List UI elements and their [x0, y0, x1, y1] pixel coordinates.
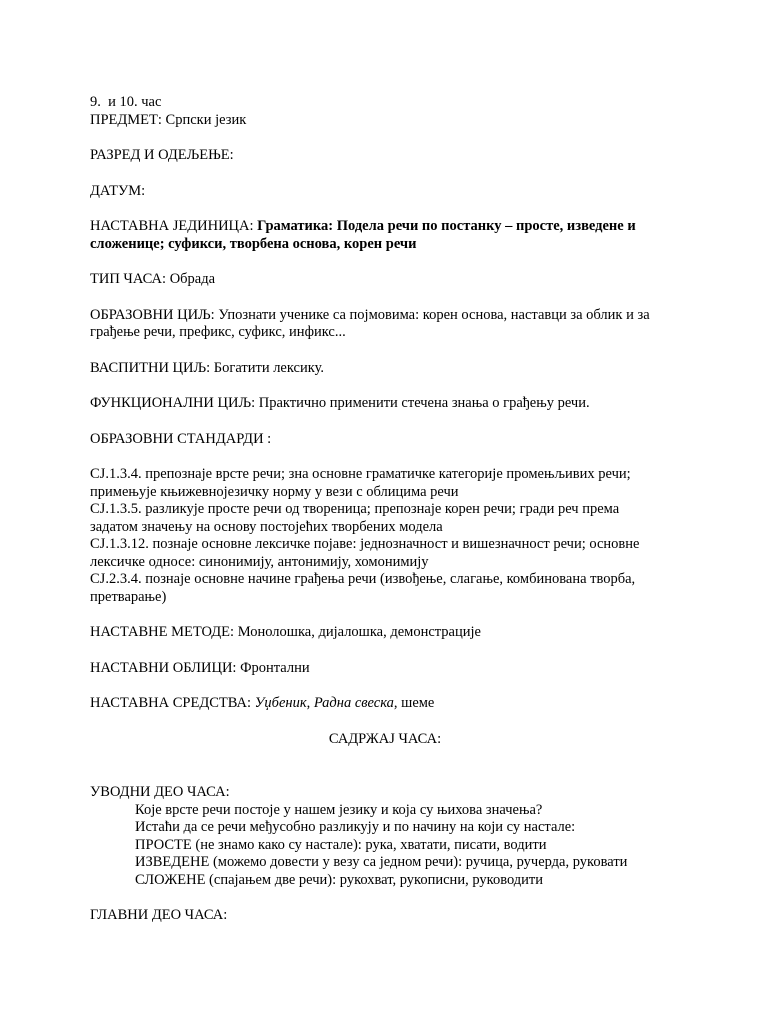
resources-separator: ,: [306, 695, 311, 711]
functional-goal-line: [90, 395, 680, 413]
lesson-type-line: [90, 271, 680, 289]
forms-line: [90, 660, 680, 678]
class-label: РАЗРЕД И ОДЕЉЕЊЕ:: [90, 147, 234, 163]
upbringing-goal-value: Богатити лексику.: [213, 359, 325, 376]
lesson-type-label: ТИП ЧАСА:: [90, 271, 167, 287]
unit-label: НАСТАВНА ЈЕДИНИЦА:: [90, 218, 254, 234]
intro-line: Истаћи да се речи међусобно разликују и по начину на који су настале:: [135, 819, 576, 835]
standard-line: претварање): [90, 588, 167, 605]
unit-line-2: [90, 236, 680, 254]
intro-line: ИЗВЕДЕНЕ (можемо довести у везу са једном речи): ручица, ручерда, руковати: [135, 854, 628, 870]
content-title: САДРЖАЈ ЧАСА:: [328, 730, 442, 747]
standard-line: СЈ.1.3.4. препознаје врсте речи; зна основне граматичке категорије промењљивих речи;: [90, 466, 631, 482]
unit-title-1: Граматика: Подела речи по постанку – просте, изведене и: [257, 218, 636, 234]
main-part-label: ГЛАВНИ ДЕО ЧАСА:: [90, 907, 228, 923]
forms-label: НАСТАВНИ ОБЛИЦИ:: [90, 659, 237, 676]
resources-label: НАСТАВНА СРЕДСТВА:: [90, 695, 252, 711]
educational-goal-label: ОБРАЗОВНИ ЦИЉ:: [90, 306, 215, 323]
lesson-type-value: Обрада: [169, 271, 216, 287]
standard-line: лексичке односе: синонимију, антонимију, хомонимију: [90, 553, 429, 570]
forms-value: Фронтални: [240, 659, 310, 676]
educational-goal-text-1: Упознати ученике са појмовима: корен основа, наставци за облик и за: [218, 306, 650, 323]
subject-value: Српски језик: [165, 111, 247, 128]
subject-line: [90, 112, 680, 130]
resources-textbook: Уџбеник: [254, 695, 307, 711]
educational-goal-line-2: грађење речи, префикс, суфикс, инфикс...: [90, 324, 346, 340]
standard-line: СЈ.1.3.5. разликује просте речи од твореница; препознаје корен речи; гради реч према: [90, 501, 620, 517]
resources-line: [90, 695, 680, 713]
intro-line: ПРОСТЕ (не знамо како су настале): рука, хватати, писати, водити: [135, 836, 547, 853]
educational-goal-line-1: [90, 307, 680, 325]
document-body: [90, 94, 680, 925]
upbringing-goal-line: [90, 360, 680, 378]
standard-line: СЈ.1.3.12. познаје основне лексичке појаве: једнозначност и вишезначност речи; основне: [90, 536, 640, 552]
methods-label: НАСТАВНЕ МЕТОДЕ:: [90, 624, 235, 640]
functional-goal-value: Практично применити стечена знања о грађењу речи.: [258, 395, 590, 411]
hours-line: 9. и 10. час: [90, 94, 162, 110]
unit-line-1: [90, 218, 680, 236]
resources-rest: , шеме: [393, 695, 435, 711]
standard-line: СЈ.2.3.4. познаје основне начине грађења речи (извођење, слагање, комбинована творба,: [90, 571, 636, 587]
standard-line: задатом значењу на основу постојећих творбених модела: [90, 518, 443, 535]
methods-value: Монолошка, дијалошка, демонстрације: [237, 624, 481, 640]
standards-label: ОБРАЗОВНИ СТАНДАРДИ :: [90, 430, 272, 447]
subject-label: ПРЕДМЕТ:: [90, 111, 162, 128]
methods-line: [90, 624, 680, 642]
intro-line: СЛОЖЕНЕ (спајањем две речи): рукохват, рукописни, руководити: [135, 871, 544, 888]
date-label: ДАТУМ:: [90, 182, 146, 199]
standard-line: примењује књижевнојезичку норму у вези с облицима речи: [90, 483, 459, 500]
upbringing-goal-label: ВАСПИТНИ ЦИЉ:: [90, 359, 211, 376]
resources-workbook: Радна свеска: [313, 695, 394, 711]
unit-title-2: сложенице; суфикси, творбена основа, корен речи: [90, 235, 417, 252]
functional-goal-label: ФУНКЦИОНАЛНИ ЦИЉ:: [90, 395, 256, 411]
intro-line: Које врсте речи постоје у нашем језику и која су њихова значења?: [135, 801, 543, 818]
intro-label: УВОДНИ ДЕО ЧАСА:: [90, 784, 230, 800]
